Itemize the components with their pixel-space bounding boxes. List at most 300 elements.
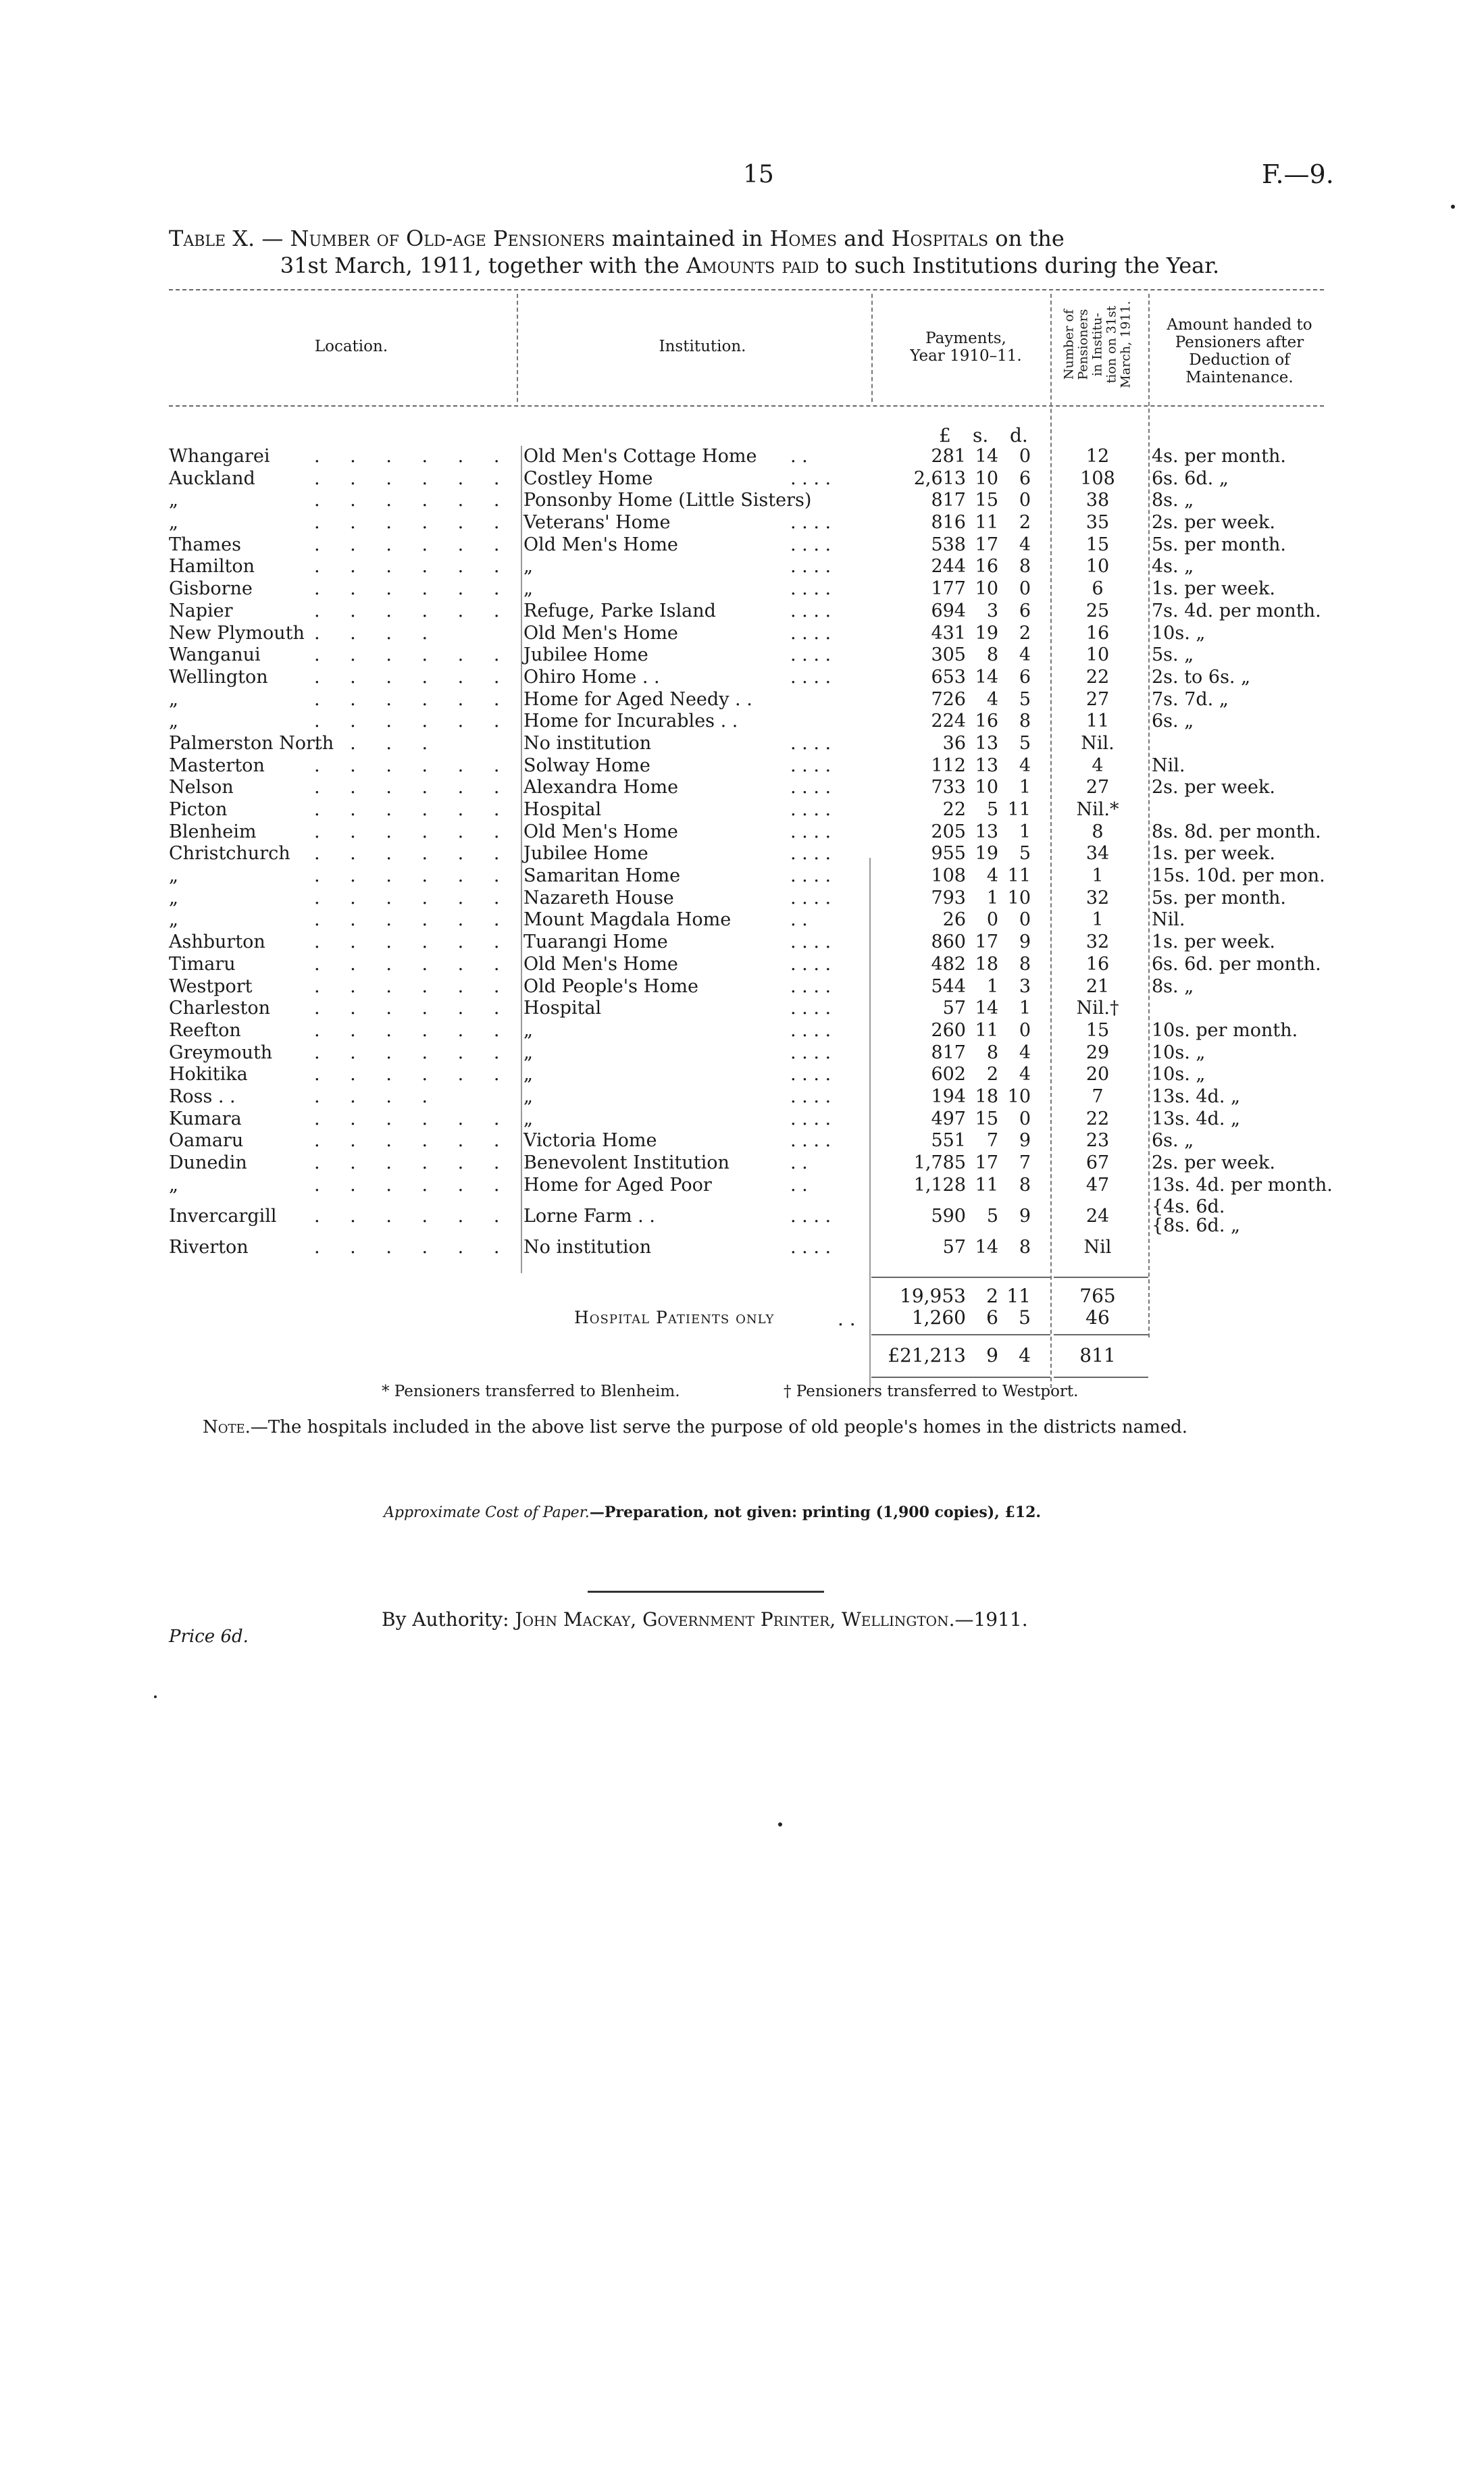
- amount-line: 8s. „: [1152, 490, 1194, 511]
- header-payments-year: Year 1910–11.: [910, 347, 1022, 365]
- pounds-cell: 2,613: [913, 467, 966, 489]
- amount-line: Nil.: [1152, 754, 1185, 776]
- pence-cell: 8: [1019, 556, 1031, 578]
- pounds-cell: 793: [931, 887, 966, 909]
- institution-cell: Hospital: [523, 998, 602, 1019]
- pensioner-count-cell: 20: [1085, 1064, 1110, 1085]
- leader-dots: . . . .: [314, 732, 440, 754]
- header-number-line: in Institu-: [1090, 313, 1105, 376]
- location-cell: Wanganui: [169, 644, 261, 666]
- leader-dots: . .: [790, 1174, 808, 1196]
- institution-cell: Ohiro Home . .: [523, 666, 660, 688]
- table-row: [0, 534, 1484, 557]
- pensioner-count-cell: 35: [1085, 512, 1110, 534]
- pounds-cell: 112: [931, 754, 966, 776]
- pence-cell: 8: [1019, 711, 1031, 732]
- shillings-cell: 0: [986, 909, 998, 931]
- header-number-line: Pensioners: [1075, 309, 1091, 380]
- pounds-cell: 194: [931, 1085, 966, 1107]
- amount-cell: [1152, 644, 1194, 666]
- institution-cell: Old Men's Home: [523, 534, 678, 555]
- pounds-cell: 817: [931, 1042, 966, 1063]
- amount-line: {8s. 6d. „: [1152, 1215, 1240, 1237]
- pounds-cell: 733: [931, 777, 966, 798]
- shillings-cell: 14: [975, 998, 998, 1019]
- page-number: 15: [743, 161, 774, 188]
- location-cell: Greymouth: [169, 1042, 273, 1063]
- amount-line: 13s. 4d. „: [1152, 1085, 1240, 1107]
- shillings-cell: 10: [975, 578, 998, 600]
- amount-cell: [1152, 1042, 1205, 1064]
- hospital-pounds: 1,260: [911, 1306, 966, 1329]
- institution-cell: Old Men's Home: [523, 821, 678, 842]
- leader-dots: . . . . . .: [314, 887, 512, 909]
- institution-cell: Old Men's Home: [523, 953, 678, 975]
- shillings-cell: 13: [975, 732, 998, 754]
- amount-line: 13s. 4d. per month.: [1152, 1174, 1333, 1196]
- table-row: [0, 909, 1484, 931]
- table-row: [0, 1042, 1484, 1065]
- location-cell: „: [169, 865, 178, 887]
- amount-cell: [1152, 468, 1229, 490]
- location-cell: New Plymouth: [169, 622, 305, 644]
- shillings-cell: 2: [986, 1064, 998, 1085]
- table-row: [0, 512, 1484, 534]
- leader-dots: . . . .: [790, 467, 831, 489]
- shillings-cell: 14: [975, 666, 998, 688]
- amount-line: 5s. per month.: [1152, 887, 1287, 909]
- pensioner-count-cell: 8: [1092, 821, 1104, 842]
- leader-dots: . . . .: [790, 1206, 831, 1227]
- amount-line: 6s. 6d. „: [1152, 467, 1229, 489]
- subtotal-pounds: 19,953: [900, 1285, 966, 1307]
- pence-cell: 1: [1019, 998, 1031, 1019]
- shillings-cell: 3: [986, 600, 998, 621]
- shillings-cell: 4: [986, 688, 998, 710]
- speck: [778, 1822, 782, 1826]
- pounds-cell: 1,785: [913, 1152, 966, 1173]
- location-cell: Palmerston North: [169, 732, 334, 754]
- leader-dots: . . . .: [790, 754, 831, 776]
- pensioner-count-cell: 34: [1085, 843, 1110, 865]
- amount-line: {4s. 6d.: [1152, 1196, 1225, 1218]
- subtotal-shillings: 2: [986, 1285, 998, 1307]
- leader-dots: . . . .: [790, 1130, 831, 1152]
- cost-of-paper: [384, 1504, 1041, 1521]
- pensioner-count-cell: 11: [1085, 711, 1110, 732]
- amount-cell: [1152, 954, 1321, 975]
- leader-dots: . .: [790, 1152, 808, 1173]
- note-label: Note.: [203, 1417, 251, 1437]
- pounds-cell: 205: [931, 821, 966, 842]
- leader-dots: . . . . . .: [314, 843, 512, 865]
- institution-cell: Mount Magdala Home: [523, 909, 732, 931]
- pence-cell: 4: [1019, 1042, 1031, 1063]
- table-row: [0, 1237, 1484, 1259]
- note: [203, 1417, 1187, 1437]
- table-row: [0, 667, 1484, 689]
- shillings-cell: 14: [975, 446, 998, 467]
- hospital-patients-label: Hospital Patients only: [574, 1308, 775, 1327]
- leader-dots: . . . . . .: [314, 865, 512, 887]
- footnote-westport: † Pensioners transferred to Westport.: [784, 1383, 1079, 1400]
- total-bottom-rule: [1054, 1377, 1148, 1378]
- leader-dots: . . . . . .: [314, 1174, 512, 1196]
- leader-dots: . . . . . .: [314, 975, 512, 997]
- institution-cell: „: [523, 1042, 533, 1063]
- table-row: [0, 976, 1484, 998]
- leader-dots: . . . . . .: [314, 754, 512, 776]
- pence-cell: 0: [1019, 909, 1031, 931]
- subtotal-rule: [1054, 1277, 1148, 1278]
- leader-dots: . . . .: [790, 1237, 831, 1258]
- hospital-patients-dots: . .: [838, 1308, 856, 1330]
- institution-cell: No institution: [523, 732, 652, 754]
- amount-line: 2s. per week.: [1152, 1152, 1275, 1173]
- pence-cell: 10: [1007, 1085, 1031, 1107]
- table-row: [0, 865, 1484, 888]
- subtotal-rule: [871, 1277, 1050, 1278]
- pensioner-count-cell: 24: [1085, 1206, 1110, 1227]
- shillings-cell: 17: [975, 534, 998, 555]
- table-row: [0, 446, 1484, 468]
- leader-dots: . . . .: [790, 556, 831, 578]
- amount-line: 2s. per week.: [1152, 777, 1275, 798]
- institution-cell: Alexandra Home: [523, 777, 679, 798]
- shillings-cell: 11: [975, 512, 998, 534]
- table-row: [0, 623, 1484, 645]
- leader-dots: . . . .: [790, 799, 831, 820]
- leader-dots: . . . . . .: [314, 909, 512, 931]
- grand-total-shillings: 9: [986, 1344, 998, 1366]
- title-part: maintained in: [605, 226, 770, 251]
- pounds-cell: 260: [931, 1019, 966, 1041]
- institution-cell: Samaritan Home: [523, 865, 681, 887]
- institution-cell: Tuarangi Home: [523, 931, 668, 953]
- location-cell: Oamaru: [169, 1130, 244, 1152]
- leader-dots: . . . . . .: [314, 931, 512, 953]
- leader-dots: . . . .: [790, 1085, 831, 1107]
- table-row: [0, 1152, 1484, 1175]
- institution-cell: Jubilee Home: [523, 644, 648, 666]
- institution-cell: Lorne Farm . .: [523, 1206, 655, 1227]
- leader-dots: . .: [790, 446, 808, 467]
- pence-cell: 11: [1007, 799, 1031, 820]
- table-row: [0, 556, 1484, 578]
- leader-dots: . . . .: [790, 843, 831, 865]
- shillings-cell: 11: [975, 1019, 998, 1041]
- total-rule: [871, 1334, 1050, 1335]
- pence-cell: 0: [1019, 1019, 1031, 1041]
- amount-line: 4s. „: [1152, 556, 1194, 578]
- shillings-cell: 13: [975, 754, 998, 776]
- table-row: [0, 755, 1484, 777]
- leader-dots: . . . . . .: [314, 666, 512, 688]
- amount-line: 5s. „: [1152, 644, 1194, 666]
- institution-cell: „: [523, 578, 533, 600]
- leader-dots: . . . .: [790, 777, 831, 798]
- amount-line: 8s. 8d. per month.: [1152, 821, 1321, 842]
- leader-dots: . . . .: [790, 821, 831, 842]
- note-text: —The hospitals included in the above list serve the purpose of old people's homes in the districts named.: [250, 1417, 1188, 1437]
- leader-dots: . . . . . .: [314, 1019, 512, 1041]
- pence-cell: 8: [1019, 1237, 1031, 1258]
- pensioner-count-cell: 67: [1085, 1152, 1110, 1173]
- pensioner-count-cell: Nil.*: [1076, 799, 1119, 820]
- pensioner-count-cell: Nil.†: [1076, 998, 1119, 1019]
- institution-cell: Victoria Home: [523, 1130, 657, 1152]
- location-cell: Thames: [169, 534, 241, 555]
- location-cell: Christchurch: [169, 843, 290, 865]
- table-row: [0, 888, 1484, 910]
- hospital-shillings: 6: [986, 1306, 998, 1329]
- amount-cell: [1152, 534, 1286, 556]
- amount-cell: [1152, 976, 1194, 998]
- pounds-cell: 860: [931, 931, 966, 953]
- authority-label: By Authority:: [382, 1608, 515, 1631]
- pensioner-count-cell: 6: [1092, 578, 1104, 600]
- institution-cell: Nazareth House: [523, 887, 674, 909]
- institution-cell: „: [523, 1108, 533, 1129]
- pounds-cell: 816: [931, 512, 966, 534]
- institution-cell: „: [523, 1064, 533, 1085]
- pence-cell: 6: [1019, 600, 1031, 621]
- pounds-cell: 224: [931, 711, 966, 732]
- leader-dots: . . . . . .: [314, 1108, 512, 1129]
- shillings-cell: 5: [986, 1206, 998, 1227]
- pensioner-count-cell: 10: [1085, 644, 1110, 666]
- grand-total-pence: 4: [1019, 1344, 1031, 1366]
- leader-dots: . . . .: [790, 644, 831, 666]
- header-number-line: Number of: [1061, 309, 1077, 380]
- pounds-cell: 1,128: [913, 1174, 966, 1196]
- pensioner-count-cell: 10: [1085, 556, 1110, 578]
- header-location: Location.: [314, 338, 388, 355]
- leader-dots: . . . .: [790, 887, 831, 909]
- shillings-cell: 8: [986, 1042, 998, 1063]
- leader-dots: . . . . . .: [314, 711, 512, 732]
- shillings-cell: 10: [975, 467, 998, 489]
- pounds-cell: 817: [931, 490, 966, 511]
- institution-cell: Hospital: [523, 799, 602, 820]
- pence-cell: 11: [1007, 865, 1031, 887]
- location-cell: Gisborne: [169, 578, 253, 600]
- header-number-line: March, 1911.: [1118, 301, 1133, 388]
- pence-cell: 5: [1019, 688, 1031, 710]
- pence-cell: 0: [1019, 446, 1031, 467]
- location-cell: Masterton: [169, 754, 265, 776]
- speck: [154, 1695, 157, 1698]
- table-row: [0, 843, 1484, 865]
- table-row: [0, 578, 1484, 600]
- institution-cell: Home for Aged Poor: [523, 1174, 712, 1196]
- location-cell: „: [169, 887, 178, 909]
- authority-line: [382, 1608, 1028, 1631]
- leader-dots: . . . .: [790, 512, 831, 534]
- leader-dots: . . . .: [790, 1064, 831, 1085]
- location-cell: Invercargill: [169, 1206, 277, 1227]
- shillings-cell: 18: [975, 953, 998, 975]
- pounds-cell: 694: [931, 600, 966, 621]
- pence-cell: 3: [1019, 975, 1031, 997]
- header-amount: [1152, 316, 1327, 386]
- location-cell: Napier: [169, 600, 233, 621]
- pence-cell: 4: [1019, 1064, 1031, 1085]
- leader-dots: . . . . . .: [314, 1130, 512, 1152]
- pence-cell: 4: [1019, 534, 1031, 555]
- pensioner-count-cell: 7: [1092, 1085, 1104, 1107]
- amount-line: 5s. per month.: [1152, 534, 1287, 555]
- pounds-cell: 482: [931, 953, 966, 975]
- leader-dots: . . . .: [790, 666, 831, 688]
- pensioner-count-cell: 23: [1085, 1130, 1110, 1152]
- pensioner-count-cell: 15: [1085, 1019, 1110, 1041]
- header-pence: d.: [1010, 424, 1028, 446]
- table-row: [0, 689, 1484, 711]
- table-row: [0, 733, 1484, 755]
- amount-cell: [1152, 490, 1194, 511]
- pence-cell: 2: [1019, 622, 1031, 644]
- location-cell: Riverton: [169, 1237, 249, 1258]
- location-cell: „: [169, 909, 178, 931]
- header-number-text: [1063, 301, 1133, 388]
- pensioner-count-cell: 38: [1085, 490, 1110, 511]
- table-title-line2: [169, 252, 1331, 279]
- shillings-cell: 8: [986, 644, 998, 666]
- location-cell: Nelson: [169, 777, 234, 798]
- table-title: [169, 225, 1331, 279]
- pensioner-count-cell: 1: [1092, 909, 1104, 931]
- header-payments-line: Payments,: [925, 330, 1006, 347]
- shillings-cell: 15: [975, 490, 998, 511]
- amount-line: 6s. 6d. per month.: [1152, 953, 1321, 975]
- pounds-cell: 726: [931, 688, 966, 710]
- title-part: Homes: [769, 226, 838, 251]
- location-cell: „: [169, 711, 178, 732]
- leader-dots: . . . . . .: [314, 490, 512, 511]
- header-amount-line: Amount handed to: [1167, 316, 1312, 334]
- header-amount-line: Pensioners after: [1175, 334, 1304, 351]
- pounds-cell: 36: [942, 732, 966, 754]
- leader-dots: . . . . . .: [314, 578, 512, 600]
- amount-line: 6s. „: [1152, 1130, 1194, 1152]
- amount-cell: [1152, 667, 1250, 688]
- shillings-cell: 1: [986, 887, 998, 909]
- institution-cell: Home for Incurables . .: [523, 711, 738, 732]
- institution-cell: Old Men's Cottage Home: [523, 446, 757, 467]
- amount-line: 1s. per week.: [1152, 931, 1275, 953]
- location-cell: Hokitika: [169, 1064, 248, 1085]
- title-part: 31st March, 1911, together with the: [280, 253, 687, 278]
- amount-cell: [1152, 556, 1194, 578]
- pensioner-count-cell: 25: [1085, 600, 1110, 621]
- cost-text: —Preparation, not given: printing (1,900 copies), £12.: [589, 1504, 1042, 1521]
- pensioner-count-cell: 47: [1085, 1174, 1110, 1196]
- amount-line: 4s. per month.: [1152, 446, 1287, 467]
- pensioner-count-cell: Nil: [1083, 1237, 1112, 1258]
- amount-line: 10s. „: [1152, 622, 1206, 644]
- table-row: [0, 1064, 1484, 1086]
- leader-dots: . . . .: [790, 578, 831, 600]
- location-cell: Wellington: [169, 666, 268, 688]
- amount-cell: [1152, 931, 1275, 953]
- price: Price 6d.: [169, 1627, 249, 1647]
- pensioner-count-cell: 108: [1080, 467, 1115, 489]
- institution-cell: Ponsonby Home (Little Sisters): [523, 490, 812, 511]
- pensioner-count-cell: 16: [1085, 953, 1110, 975]
- amount-cell: [1152, 1130, 1194, 1152]
- header-amount-line: Deduction of: [1189, 351, 1290, 369]
- amount-cell: [1152, 1175, 1333, 1196]
- title-part: to such Institutions during the Year.: [819, 253, 1220, 278]
- location-cell: Reefton: [169, 1019, 241, 1041]
- shillings-cell: 17: [975, 1152, 998, 1173]
- amount-cell: [1152, 711, 1194, 732]
- institution-cell: „: [523, 556, 533, 578]
- location-cell: Charleston: [169, 998, 271, 1019]
- amount-cell: [1152, 600, 1321, 622]
- table-row: [0, 711, 1484, 733]
- location-cell: „: [169, 490, 178, 511]
- header-bottom-rule: [169, 405, 1324, 407]
- pence-cell: 10: [1007, 887, 1031, 909]
- amount-cell: [1152, 1064, 1205, 1085]
- shillings-cell: 10: [975, 777, 998, 798]
- pence-cell: 2: [1019, 512, 1031, 534]
- institution-cell: Veterans' Home: [523, 512, 671, 534]
- leader-dots: . . . . . .: [314, 534, 512, 555]
- total-rule: [1054, 1334, 1148, 1335]
- pounds-cell: 955: [931, 843, 966, 865]
- pensioner-count-cell: Nil.: [1081, 732, 1115, 754]
- amount-line: 7s. 7d. „: [1152, 688, 1229, 710]
- pence-cell: 6: [1019, 467, 1031, 489]
- shillings-cell: 16: [975, 556, 998, 578]
- pence-cell: 7: [1019, 1152, 1031, 1173]
- leader-dots: . . . . . .: [314, 953, 512, 975]
- pence-cell: 0: [1019, 578, 1031, 600]
- table-row: [0, 644, 1484, 667]
- amount-cell: [1152, 1020, 1298, 1042]
- authority-text: John Mackay, Government Printer, Wellington.—1911.: [515, 1608, 1028, 1631]
- leader-dots: . . . .: [314, 622, 440, 644]
- location-cell: „: [169, 1174, 178, 1196]
- pensioner-count-cell: 1: [1092, 865, 1104, 887]
- location-cell: Picton: [169, 799, 228, 820]
- table-row: [0, 1086, 1484, 1108]
- pence-cell: 5: [1019, 843, 1031, 865]
- shillings-cell: 14: [975, 1237, 998, 1258]
- title-part: on the: [988, 226, 1065, 251]
- leader-dots: . .: [790, 909, 808, 931]
- amount-line: 2s. to 6s. „: [1152, 666, 1251, 688]
- col-divider: [871, 294, 873, 402]
- pence-cell: 1: [1019, 777, 1031, 798]
- leader-dots: . . . . . .: [314, 512, 512, 534]
- table-row: [0, 1108, 1484, 1131]
- amount-line: 1s. per week.: [1152, 843, 1275, 865]
- amount-line: 6s. „: [1152, 711, 1194, 732]
- institution-cell: „: [523, 1019, 533, 1041]
- grand-total-pounds: £21,213: [888, 1344, 966, 1366]
- table-row: [0, 490, 1484, 512]
- amount-line: 8s. „: [1152, 975, 1194, 997]
- leader-dots: . . . . . .: [314, 1064, 512, 1085]
- shillings-cell: 13: [975, 821, 998, 842]
- shillings-cell: 11: [975, 1174, 998, 1196]
- pensioner-count-cell: 16: [1085, 622, 1110, 644]
- table-row: [0, 1196, 1484, 1237]
